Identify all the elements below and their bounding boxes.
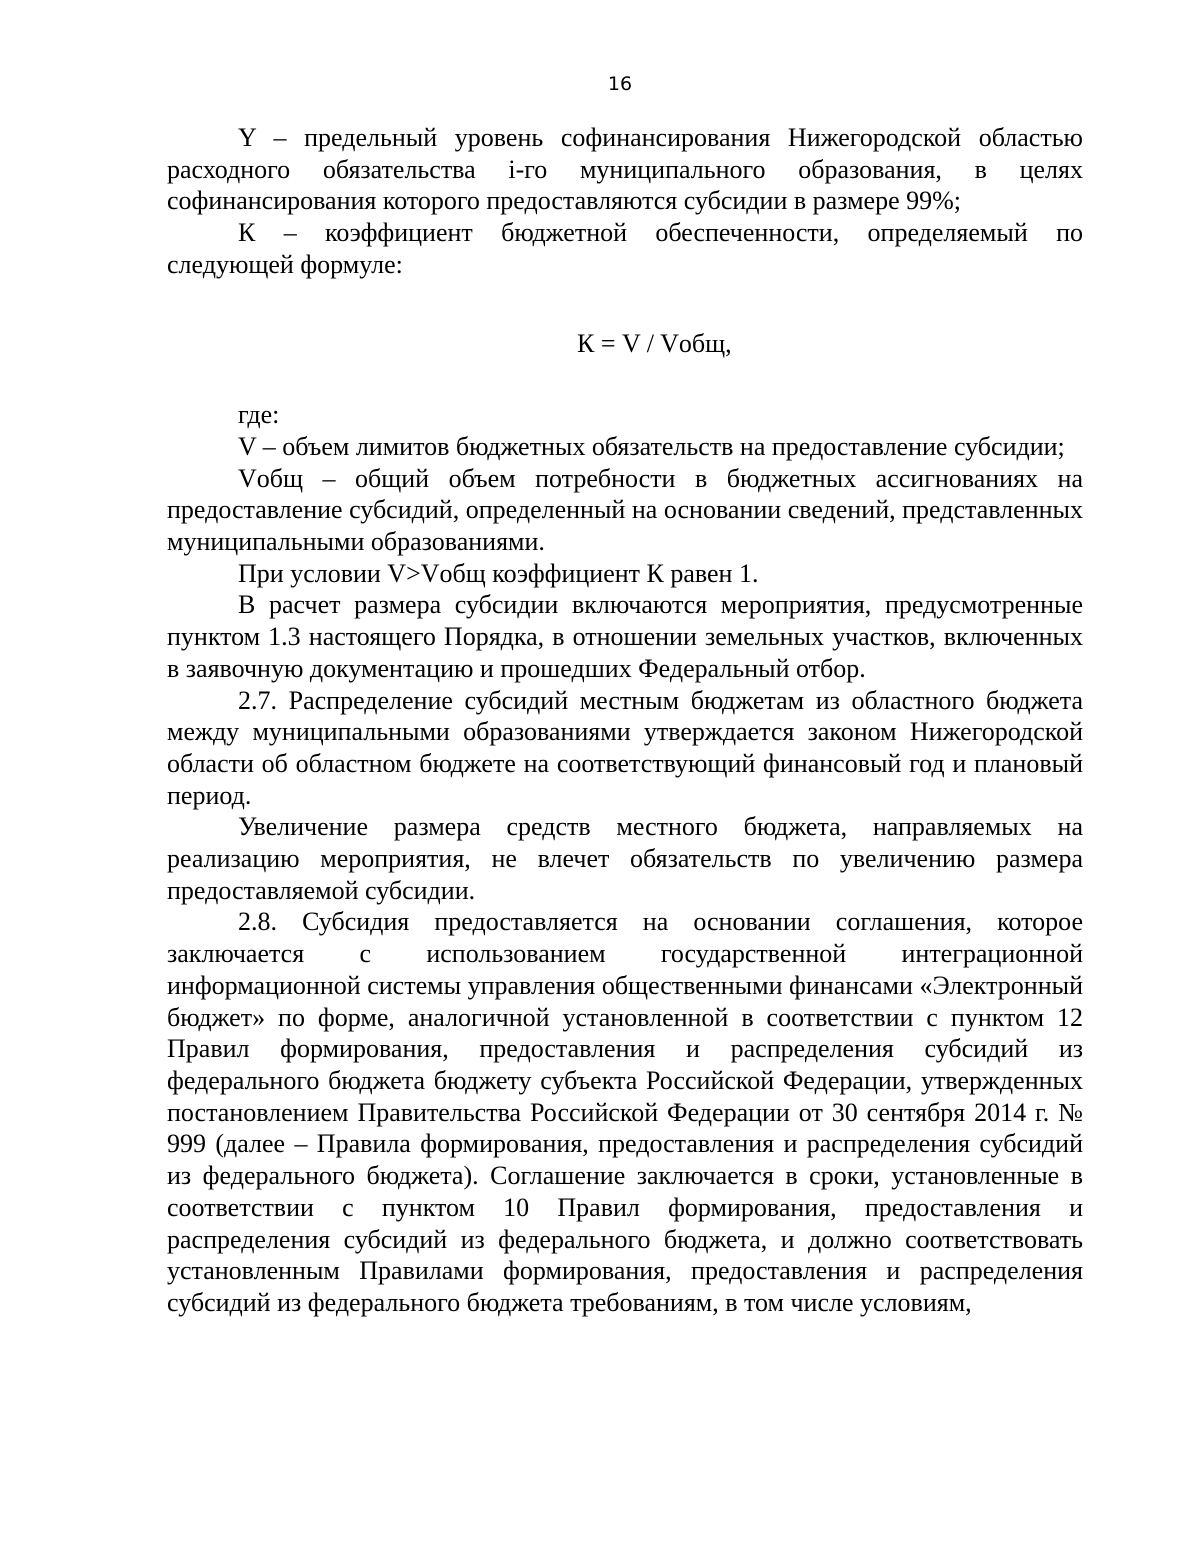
- paragraph-where: где:: [238, 400, 280, 430]
- paragraph-k-definition: К – коэффициент бюджетной обеспеченности, определяемый по следующей формуле:: [167, 218, 1083, 279]
- paragraph-v-definition: V – объем лимитов бюджетных обязательств на предоставление субсидии;: [238, 431, 1065, 461]
- formula: К = V / Vобщ,: [577, 328, 732, 358]
- paragraph-condition: При условии V>Vобщ коэффициент К равен 1.: [238, 558, 759, 588]
- paragraph-vtotal-definition: Vобщ – общий объем потребности в бюджетных ассигнованиях на предоставление субсидий, определенный на основании сведений, представленных муниципальными образованиями.: [167, 463, 1083, 557]
- paragraph-calculation: В расчет размера субсидии включаются мероприятия, предусмотренные пунктом 1.3 настоящего Порядка, в отношении земельных участков, включенных в заявочную документацию и прошедших Федеральный отбор.: [167, 590, 1083, 683]
- page-number: 16: [607, 73, 633, 95]
- paragraph-2-7: 2.7. Распределение субсидий местным бюджетам из областного бюджета между муниципальными образованиями утверждается законом Нижегородской области об областном бюджете на соответствующий финансовый год и плановый период.: [167, 685, 1083, 810]
- paragraph-y-definition: Y – предельный уровень софинансирования Нижегородской областью расходного обязательства i-го муниципального образования, в целях софинансирования которого предоставляются субсидии в размере 99%;: [167, 123, 1083, 216]
- paragraph-increase: Увеличение размера средств местного бюджета, направляемых на реализацию мероприятия, не влечет обязательств по увеличению размера предоставляемой субсидии.: [167, 812, 1083, 905]
- document-body: [167, 122, 1083, 1319]
- paragraph-2-8: 2.8. Субсидия предоставляется на основании соглашения, которое заключается с использованием государственной интеграционной информационной системы управления общественными финансами «Электронный бюджет» по форме, аналогичной установленной в соответствии с пунктом 12 Правил формирования, предоставления и распределения субсидий из федерального бюджета бюджету субъекта Российской Федерации, утвержденных постановлением Правительства Российской Федерации от 30 сентября 2014 г. № 999 (далее – Правила формирования, предоставления и распределения субсидий из федерального бюджета). Соглашение заключается в сроки, установленные в соответствии с пунктом 10 Правил формирования, предоставления и распределения субсидий из федерального бюджета, и должно соответствовать установленным Правилами формирования, предоставления и распределения субсидий из федерального бюджета требованиям, в том числе условиям,: [167, 907, 1083, 1317]
